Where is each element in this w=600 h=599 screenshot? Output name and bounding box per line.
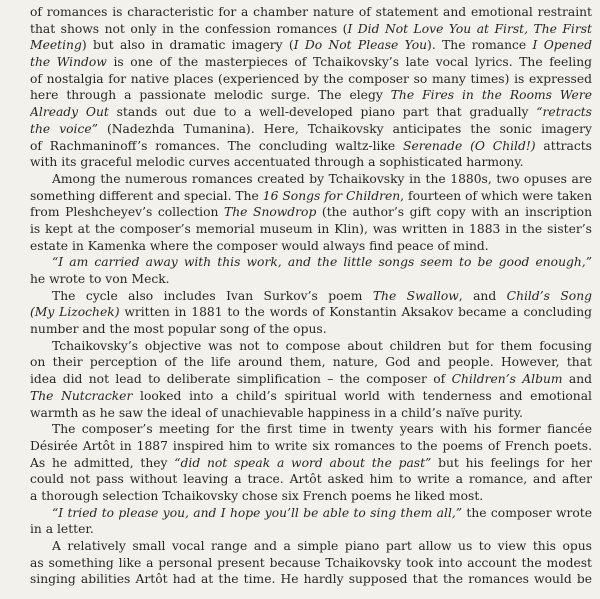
body-text: attracts bbox=[535, 138, 592, 153]
paragraph-p2 bbox=[30, 171, 592, 254]
paragraph-p7 bbox=[30, 505, 592, 538]
body-text: a thorough selection Tchaikovsky chose six French poems he liked most. bbox=[30, 488, 484, 503]
text-line bbox=[30, 154, 592, 171]
body-text: looked into a child’s spiritual world with tenderness and emotional bbox=[132, 388, 592, 403]
body-text: could not pass without leaving a trace. Artôt asked him to write a romance, and after bbox=[30, 472, 592, 487]
italic-text: I Opened bbox=[532, 38, 592, 53]
text-line bbox=[30, 438, 592, 455]
italic-text: the voice” bbox=[30, 121, 98, 136]
body-text: Désirée Artôt in 1887 inspired him to write six romances to the poems of French poets. bbox=[30, 438, 592, 453]
body-text: The composer’s meeting for the first time in twenty years with his former fiancée bbox=[52, 422, 592, 437]
text-line bbox=[30, 338, 592, 355]
body-text: As he admitted, they bbox=[30, 455, 175, 470]
text-line bbox=[30, 138, 592, 155]
body-text: idea did not lead to deliberate simplification – the composer of bbox=[30, 372, 452, 387]
body-text: (the author’s gift copy with an inscription bbox=[316, 205, 592, 220]
text-line bbox=[30, 521, 592, 538]
italic-text: the Window bbox=[30, 55, 107, 70]
italic-text: The Swallow bbox=[372, 288, 459, 303]
text-body bbox=[30, 4, 592, 588]
body-text: estate in Kamenka where the composer would always find peace of mind. bbox=[30, 238, 489, 253]
italic-text: (My Lizochek) bbox=[30, 305, 120, 320]
text-line bbox=[30, 321, 592, 338]
text-line bbox=[30, 471, 592, 488]
text-line bbox=[30, 4, 592, 21]
italic-text: The Nutcracker bbox=[30, 388, 133, 403]
body-text: A relatively small vocal range and a simple piano part allow us to view this opus bbox=[52, 539, 592, 553]
body-text: , and bbox=[458, 288, 507, 303]
text-line bbox=[30, 238, 592, 255]
body-text: that shows not only in the confession romances ( bbox=[30, 21, 348, 36]
body-text: and bbox=[562, 372, 592, 387]
body-text: of nostalgia for native places (experienced by the composer so many times) is expressed bbox=[30, 71, 592, 86]
text-line bbox=[30, 71, 592, 88]
paragraph-p3 bbox=[30, 254, 592, 287]
italic-text: Children’s Album bbox=[451, 372, 563, 387]
italic-text: 16 Songs for Children bbox=[262, 188, 401, 203]
body-text: (Nadezhda Tumanina). Here, Tchaikovsky anticipates the sonic imagery bbox=[97, 121, 592, 136]
body-text: on their perception of the life around them, nature, God and people. However, that bbox=[30, 355, 592, 370]
italic-text: I Did Not Love You at First, The First bbox=[347, 21, 592, 36]
text-line bbox=[30, 354, 592, 371]
paragraph-p4 bbox=[30, 288, 592, 338]
text-line bbox=[30, 421, 592, 438]
italic-text: “did not speak a word about the past” bbox=[174, 455, 432, 470]
paragraph-p8 bbox=[30, 538, 592, 588]
body-text: as something like a personal present because Tchaikovsky took into account the modest bbox=[30, 555, 592, 570]
text-line bbox=[30, 37, 592, 54]
italic-text: “retracts bbox=[536, 105, 592, 120]
body-text: the composer wrote bbox=[462, 505, 592, 520]
text-line bbox=[30, 87, 592, 104]
italic-text: I Do Not Please You bbox=[293, 38, 428, 53]
text-line bbox=[30, 304, 592, 321]
body-text: ). The romance bbox=[427, 38, 533, 53]
text-line bbox=[30, 254, 592, 271]
body-text: Tchaikovsky’s objective was not to compose about children but for them focusing bbox=[52, 338, 592, 353]
body-text: here through a passionate melodic surge. The elegy bbox=[30, 88, 391, 103]
text-line bbox=[30, 104, 592, 121]
text-line bbox=[30, 221, 592, 238]
text-line bbox=[30, 538, 592, 555]
body-text: written in 1881 to the words of Konstantin Aksakov became a concluding bbox=[119, 305, 592, 320]
body-text: from Pleshcheyev’s collection bbox=[30, 205, 225, 220]
body-text: , fourteen of which were taken bbox=[400, 188, 592, 203]
paragraph-p6 bbox=[30, 421, 592, 504]
italic-text: “I am carried away with this work, and the little songs seem to be good enough,” bbox=[52, 255, 592, 270]
body-text: ) but also in dramatic imagery ( bbox=[81, 38, 294, 53]
text-line bbox=[30, 371, 592, 388]
body-text: is kept at the composer’s memorial museum in Klin), was written in 1883 in the sister’s bbox=[30, 221, 592, 236]
body-text: number and the most popular song of the opus. bbox=[30, 322, 327, 337]
body-text: in a letter. bbox=[30, 522, 94, 537]
text-line bbox=[30, 488, 592, 505]
italic-text: Already Out bbox=[30, 105, 109, 120]
body-text: with its graceful melodic curves accentuated through a sophisticated harmony. bbox=[30, 155, 524, 170]
text-line bbox=[30, 271, 592, 288]
body-text: warmth as he saw the ideal of unachievable happiness in a child’s naïve purity. bbox=[30, 405, 523, 420]
text-line bbox=[30, 188, 592, 205]
paragraph-p1 bbox=[30, 4, 592, 171]
italic-text: “I tried to please you, and I hope you’ll be able to sing them all,” bbox=[52, 505, 463, 520]
text-line bbox=[30, 571, 592, 588]
text-line bbox=[30, 455, 592, 472]
italic-text: Child’s Song bbox=[506, 288, 592, 303]
text-line bbox=[30, 288, 592, 305]
italic-text: The Snowdrop bbox=[224, 205, 317, 220]
text-line bbox=[30, 388, 592, 405]
body-text: but his feelings for her bbox=[431, 455, 592, 470]
body-text: Among the numerous romances created by Tchaikovsky in the 1880s, two opuses are bbox=[52, 171, 592, 186]
italic-text: The Fires in the Rooms Were bbox=[390, 88, 592, 103]
body-text: is one of the masterpieces of Tchaikovsky’s late vocal lyrics. The feeling bbox=[106, 55, 592, 70]
body-text: singing abilities Artôt had at the time. He hardly supposed that the romances would be bbox=[30, 572, 592, 587]
text-line bbox=[30, 555, 592, 572]
body-text: he wrote to von Meck. bbox=[30, 272, 170, 286]
text-line bbox=[30, 171, 592, 188]
body-text: stands out due to a well-developed piano part that gradually bbox=[108, 105, 537, 120]
text-line bbox=[30, 54, 592, 71]
body-text: of Rachmaninoff’s romances. The concluding waltz-like bbox=[30, 138, 404, 153]
text-line bbox=[30, 21, 592, 38]
text-line bbox=[30, 405, 592, 422]
italic-text: Serenade (O Child!) bbox=[403, 138, 536, 153]
italic-text: Meeting bbox=[30, 38, 82, 53]
text-line bbox=[30, 121, 592, 138]
body-text: something different and special. The bbox=[30, 188, 263, 203]
paragraph-p5 bbox=[30, 338, 592, 421]
text-line bbox=[30, 204, 592, 221]
body-text: The cycle also includes Ivan Surkov’s poem bbox=[52, 288, 373, 303]
text-line bbox=[30, 505, 592, 522]
body-text: of romances is characteristic for a chamber nature of statement and emotional restraint bbox=[30, 5, 592, 19]
